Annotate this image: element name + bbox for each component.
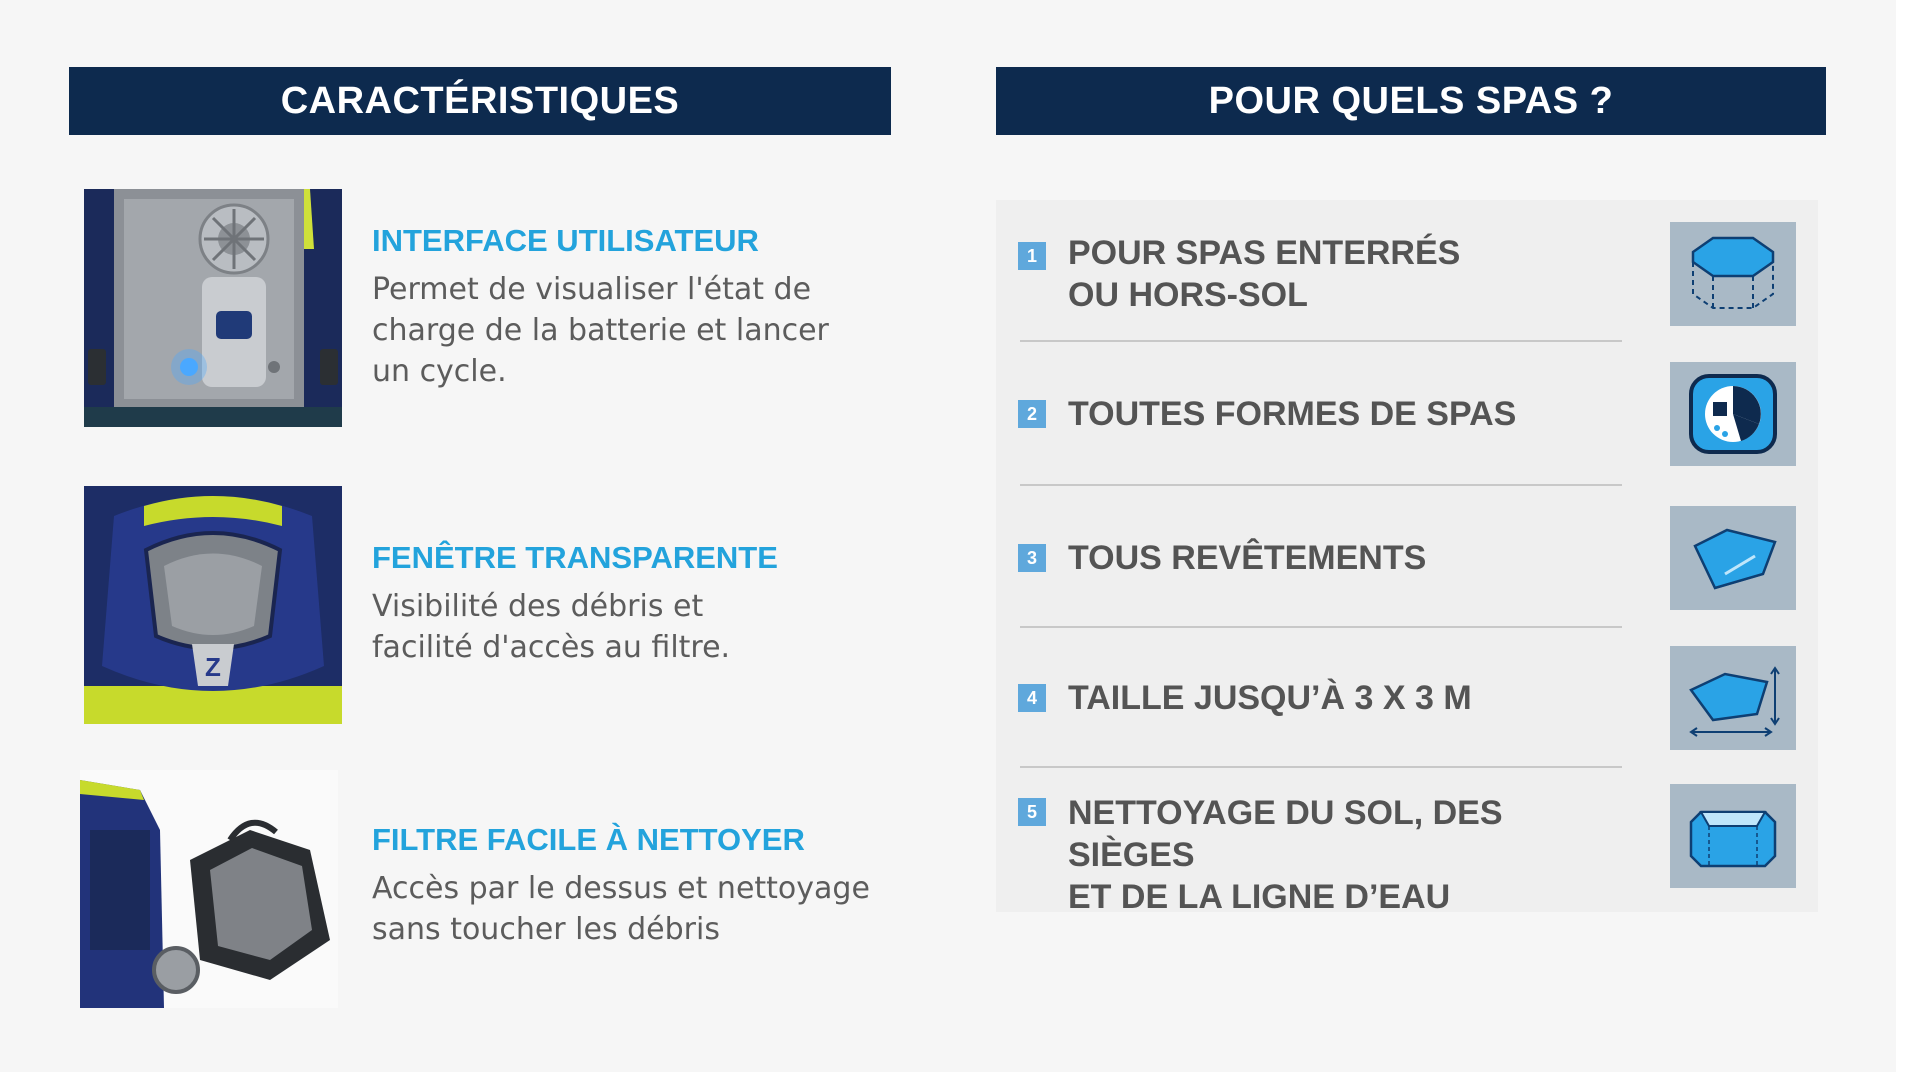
item-number-badge: 4 [1018, 684, 1046, 712]
spa-types-panel [996, 200, 1818, 916]
feature-description [372, 868, 902, 950]
divider [1020, 626, 1622, 628]
feature-user-interface [80, 189, 900, 429]
spa-item-label-line: OU HORS-SOL [1068, 276, 1308, 314]
feature-description [372, 269, 902, 392]
robot-front-window-image [84, 486, 342, 724]
spa-item-label-line: POUR SPAS ENTERRÉS [1068, 234, 1461, 272]
octagon-spa-icon [1670, 222, 1796, 326]
spa-types-header [996, 67, 1826, 135]
spa-shapes-icon [1670, 362, 1796, 466]
feature-easy-filter [80, 770, 900, 1010]
item-number-badge: 5 [1018, 798, 1046, 826]
feature-desc-line: charge de la batterie et lancer [372, 313, 829, 348]
svg-text:Z: Z [205, 652, 221, 682]
divider [1020, 340, 1622, 342]
divider [1020, 766, 1622, 768]
feature-title: FENÊTRE TRANSPARENTE [372, 540, 778, 575]
feature-description [372, 586, 902, 668]
spa-cleaning-icon [1670, 784, 1796, 888]
spa-item [996, 646, 1818, 750]
item-number-badge: 2 [1018, 400, 1046, 428]
characteristics-header [69, 67, 891, 135]
spa-item [996, 362, 1818, 466]
feature-title: INTERFACE UTILISATEUR [372, 223, 759, 258]
spa-item [996, 784, 1818, 916]
spa-item-label [1068, 393, 1628, 435]
characteristics-title: CARACTÉRISTIQUES [280, 79, 680, 122]
robot-filter-image [80, 770, 338, 1008]
spa-item-label [1068, 792, 1628, 918]
feature-desc-line: un cycle. [372, 354, 507, 389]
feature-desc-line: facilité d'accès au filtre. [372, 630, 731, 665]
spa-types-title: POUR QUELS SPAS ? [1208, 79, 1614, 122]
spa-item-label-line: TAILLE JUSQU’À 3 X 3 M [1068, 679, 1472, 717]
spa-item-label-line: ET DE LA LIGNE D’EAU [1068, 878, 1451, 916]
item-number-badge: 3 [1018, 544, 1046, 572]
spa-item [996, 222, 1818, 326]
divider [1020, 484, 1622, 486]
item-number-badge: 1 [1018, 242, 1046, 270]
robot-control-panel-image [84, 189, 342, 427]
feature-transparent-window [80, 486, 900, 726]
spa-item-label [1068, 677, 1628, 719]
feature-desc-line: Permet de visualiser l'état de [372, 272, 812, 307]
spa-item-label-line: NETTOYAGE DU SOL, DES SIÈGES [1068, 794, 1503, 874]
feature-desc-line: sans toucher les débris [372, 912, 720, 947]
spa-item-label-line: TOUTES FORMES DE SPAS [1068, 395, 1517, 433]
feature-desc-line: Visibilité des débris et [372, 589, 704, 624]
feature-desc-line: Accès par le dessus et nettoyage [372, 871, 870, 906]
spa-size-icon [1670, 646, 1796, 750]
feature-title: FILTRE FACILE À NETTOYER [372, 822, 805, 857]
spa-item-label-line: TOUS REVÊTEMENTS [1068, 539, 1427, 577]
spa-item-label [1068, 232, 1628, 316]
spa-item [996, 506, 1818, 610]
spa-liner-icon [1670, 506, 1796, 610]
spa-item-label [1068, 537, 1628, 579]
